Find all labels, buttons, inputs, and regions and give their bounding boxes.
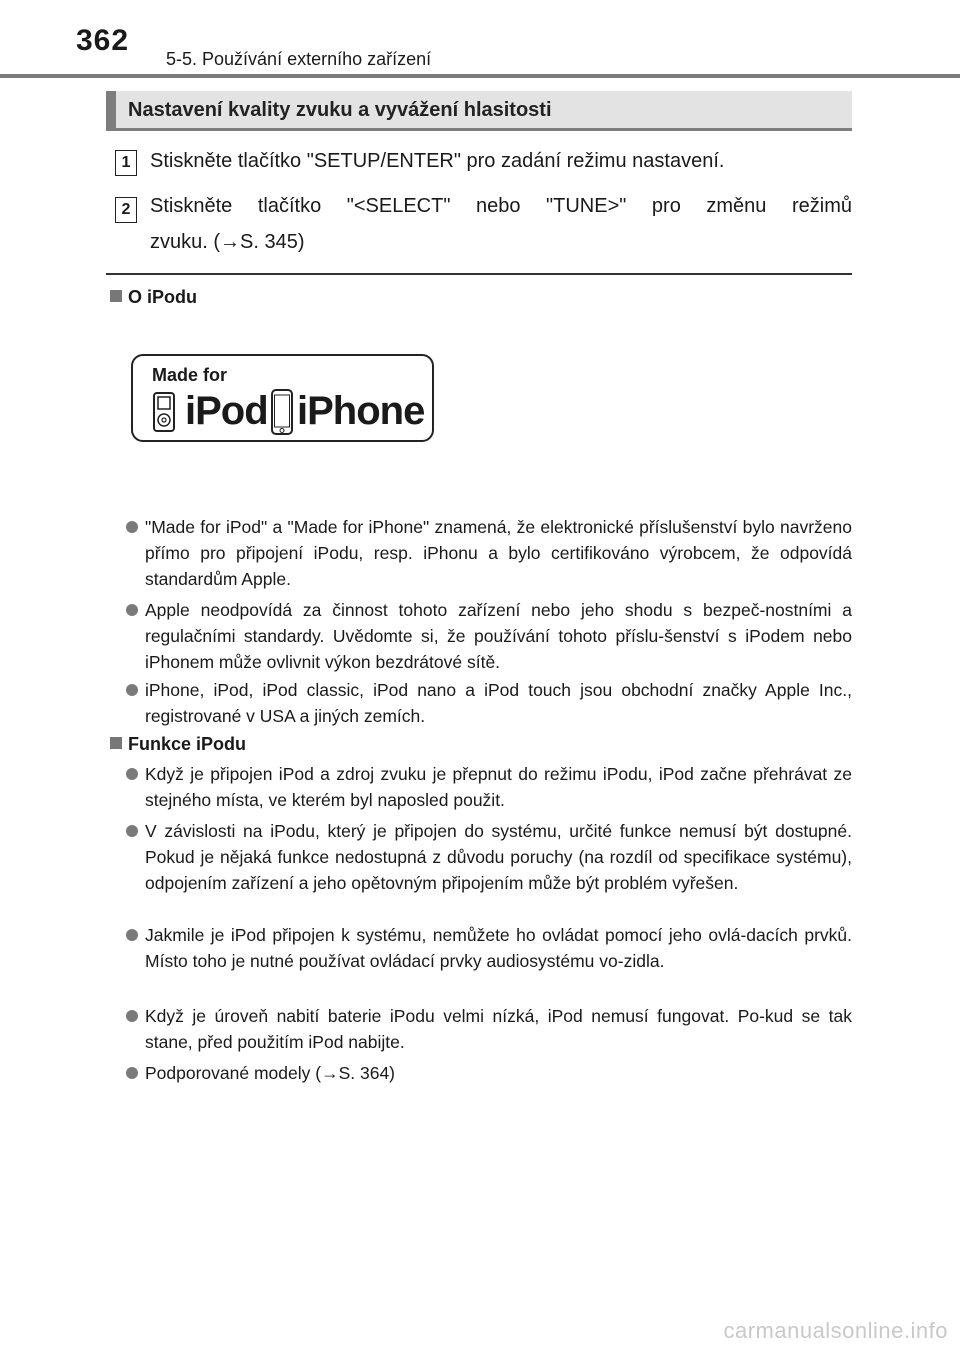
- bullet-dot-icon: [126, 1067, 138, 1079]
- logo-made-for: Made for: [152, 365, 228, 385]
- subheading-label: Funkce iPodu: [128, 734, 247, 754]
- list-item: "Made for iPod" a "Made for iPhone" znamená, že elektronické příslušenství bylo navrženo přímo pro připojení iPodu, resp. iPhonu a bylo certifikováno výrobcem, že odpovídá standardům Apple.: [126, 514, 852, 592]
- page-number: 362: [76, 24, 130, 57]
- ipod-device-icon: [153, 392, 175, 432]
- step-2-text-line2: zvuku. (→S. 345): [150, 231, 305, 253]
- bullet-dot-icon: [126, 768, 138, 780]
- bullet-dot-icon: [126, 684, 138, 696]
- logo-ipod: iPod: [185, 389, 268, 433]
- bullet-dot-icon: [126, 521, 138, 533]
- list-item: Podporované modely (→S. 364): [126, 1060, 852, 1086]
- list-item: Apple neodpovídá za činnost tohoto zařízení nebo jeho shodu s bezpeč-nostními a regulačními standardy. Uvědomte si, že používání tohoto příslu-šenství s iPodem nebo iPhonem může ovlivnit výkon bezdrátové sítě.: [126, 597, 852, 675]
- square-bullet-icon: [110, 737, 122, 749]
- bullet-dot-icon: [126, 1010, 138, 1022]
- subheading-funkce-ipodu: [110, 734, 246, 755]
- bullet-dot-icon: [126, 825, 138, 837]
- step-2-text-line1: Stiskněte tlačítko "<SELECT" nebo "TUNE>" pro změnu režimů: [150, 195, 852, 217]
- section-title-bar: [106, 91, 852, 131]
- chapter-title: 5-5. Používání externího zařízení: [166, 49, 432, 69]
- watermark: carmanualsonline.info: [723, 1318, 948, 1343]
- step-2-number: 2: [115, 197, 137, 223]
- list-item: iPhone, iPod, iPod classic, iPod nano a iPod touch jsou obchodní značky Apple Inc., registrované v USA a jiných zemích.: [126, 677, 852, 729]
- step-1-number: 1: [115, 150, 137, 176]
- header-rule: [0, 74, 960, 78]
- page-header: [0, 0, 960, 80]
- list-item: V závislosti na iPodu, který je připojen do systému, určité funkce nemusí být dostupné. Pokud je nějaká funkce nedostupná z důvodu poruchy (na rozdíl od specifikace systému), odpojením zařízení a jeho opětovným připojením může být problém vyřešen.: [126, 818, 852, 896]
- bullet-dot-icon: [126, 604, 138, 616]
- bullet-dot-icon: [126, 929, 138, 941]
- iphone-device-icon: [271, 389, 293, 435]
- step-1-text: Stiskněte tlačítko "SETUP/ENTER" pro zadání režimu nastavení.: [150, 150, 725, 172]
- list-item: Když je úroveň nabití baterie iPodu velmi nízká, iPod nemusí fungovat. Po-kud se tak stane, před použitím iPod nabijte.: [126, 1003, 852, 1055]
- list-item: Jakmile je iPod připojen k systému, nemůžete ho ovládat pomocí jeho ovlá-dacích prvků. Místo toho je nutné používat ovládací prvky audiosystému vo-zidla.: [126, 922, 852, 974]
- logo-iphone: iPhone: [297, 389, 425, 433]
- subheading-label: O iPodu: [128, 287, 197, 307]
- list-item: Když je připojen iPod a zdroj zvuku je přepnut do režimu iPodu, iPod začne přehrávat ze stejného místa, ve kterém byl naposled použit.: [126, 761, 852, 813]
- subheading-o-ipodu: [110, 287, 197, 308]
- section-divider: [106, 273, 852, 275]
- made-for-ipod-iphone-logo: [131, 354, 434, 442]
- square-bullet-icon: [110, 290, 122, 302]
- section-title: Nastavení kvality zvuku a vyvážení hlasitosti: [128, 99, 552, 121]
